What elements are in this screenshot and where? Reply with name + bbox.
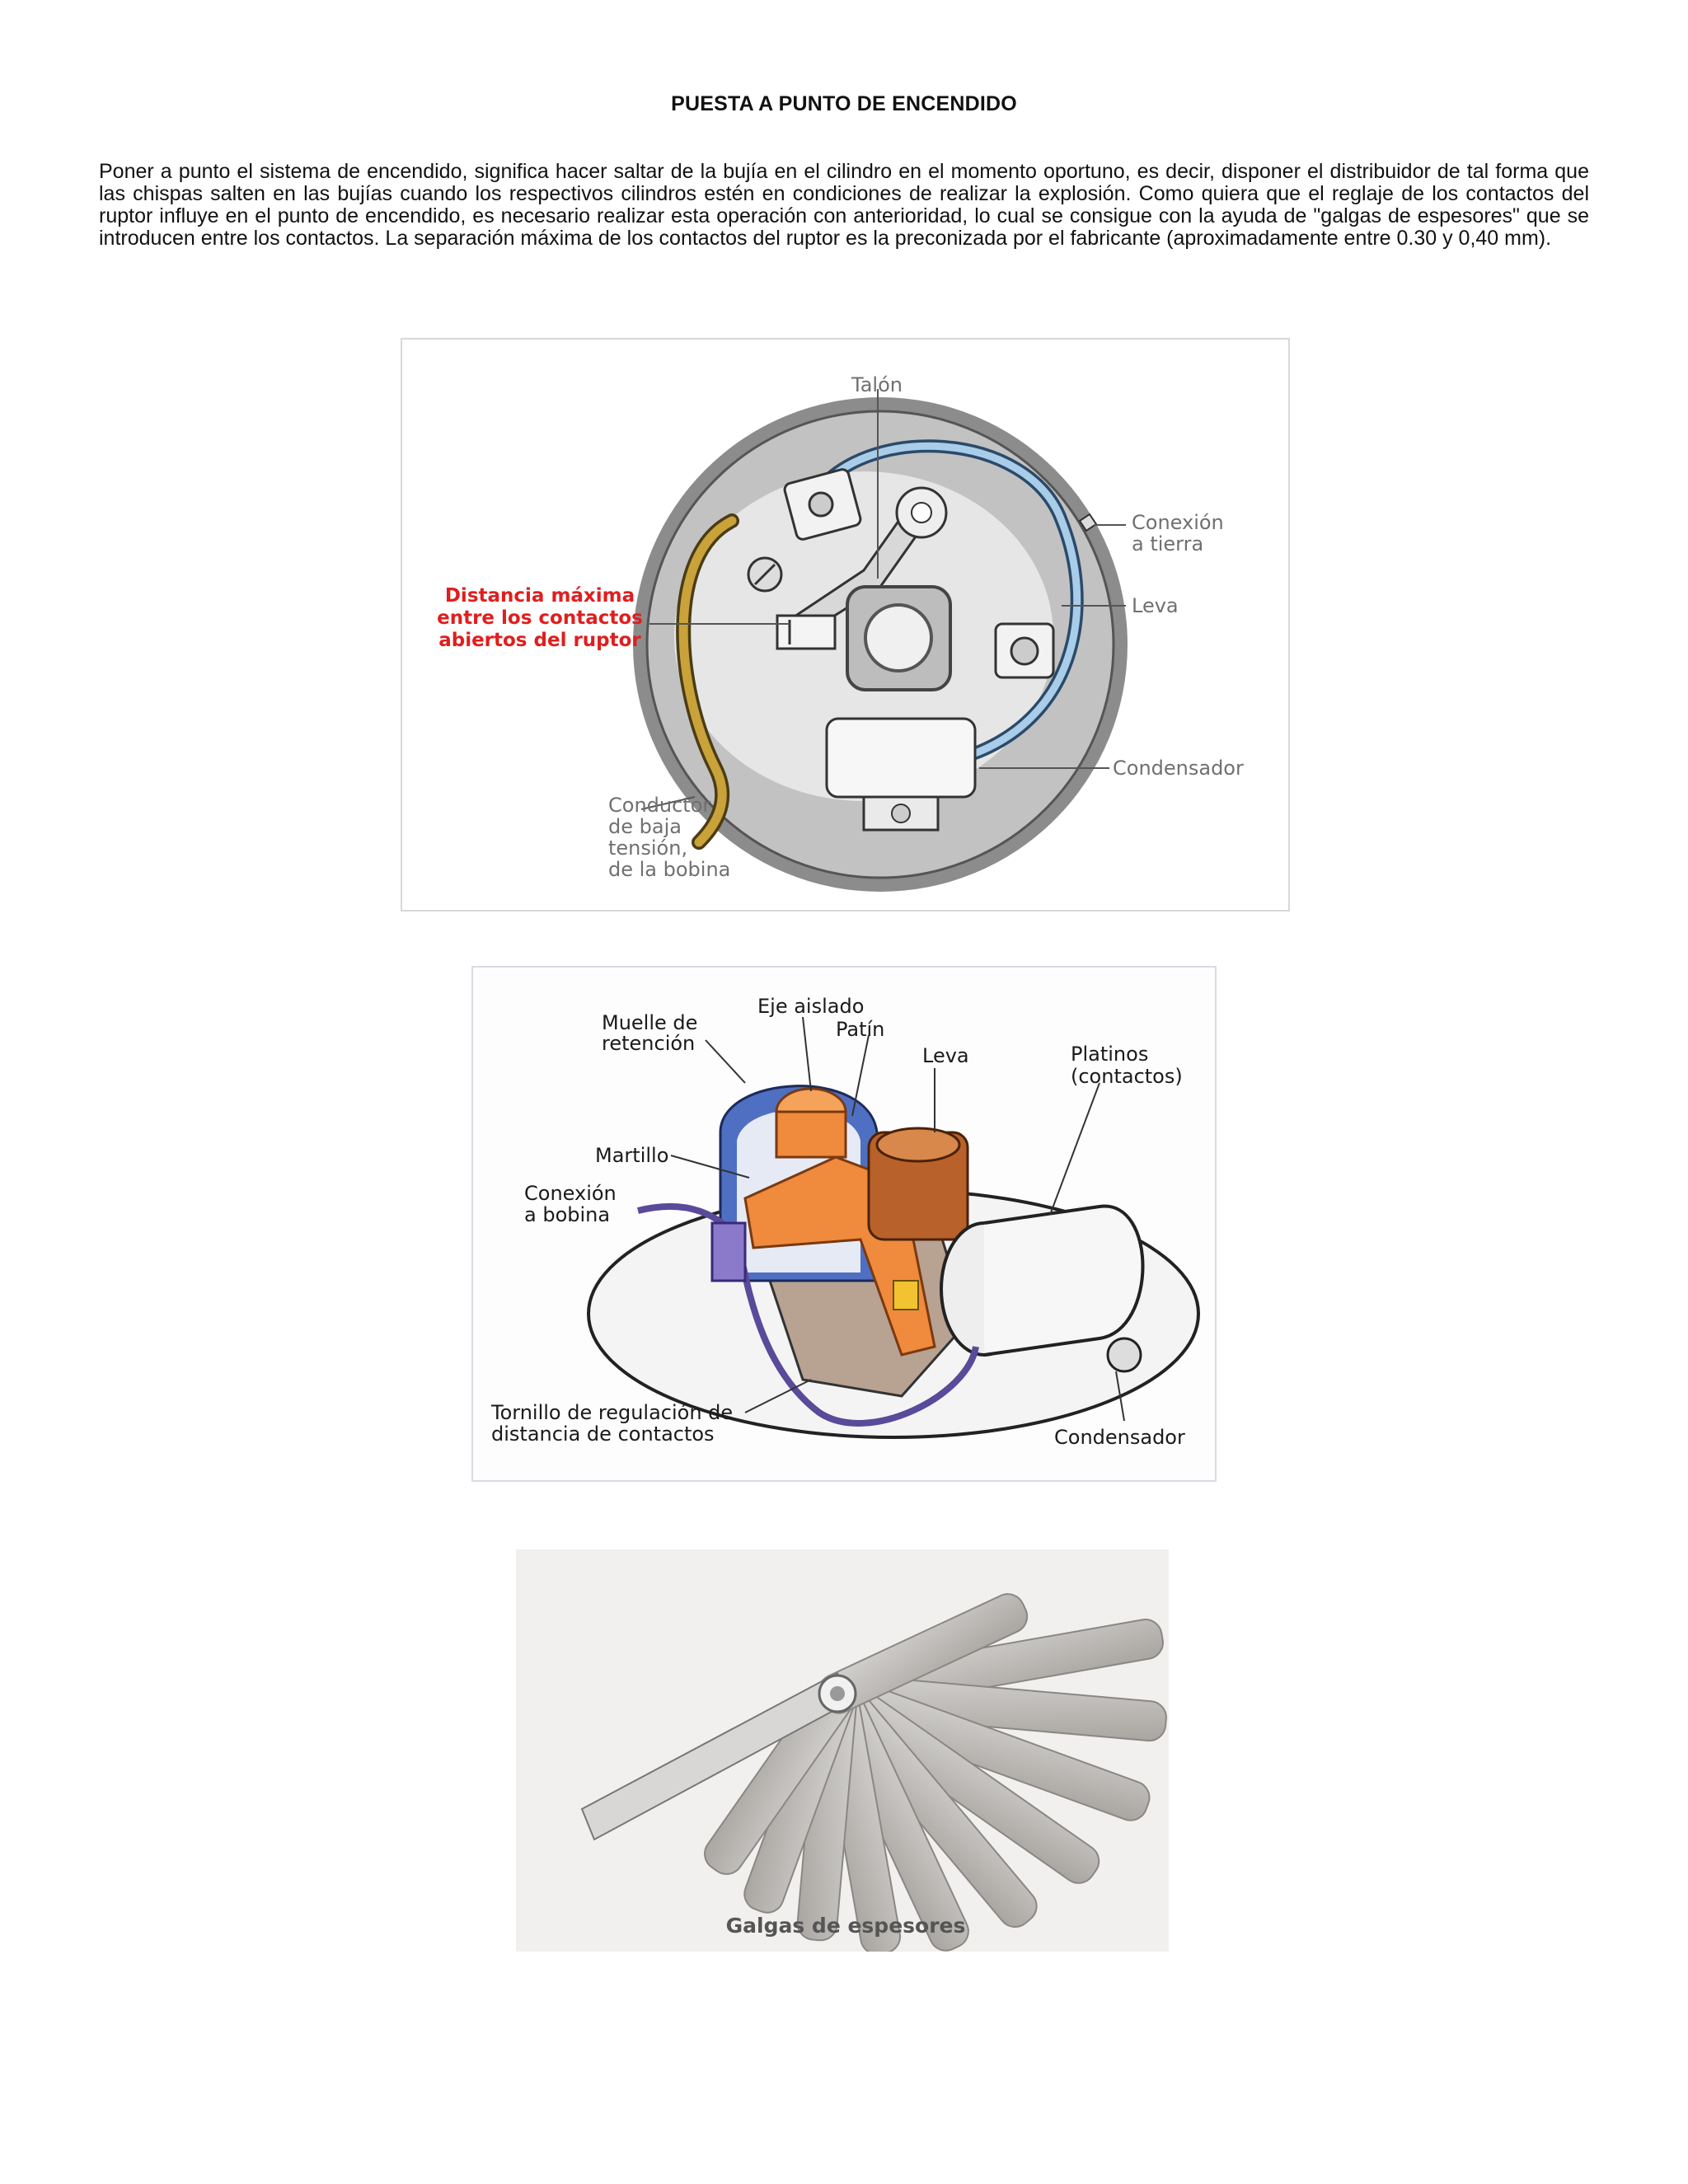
label-leva: Leva (1132, 594, 1179, 617)
terminal-screw-top-icon (809, 493, 832, 516)
label-martillo: Martillo (595, 1144, 669, 1167)
label-conexion-tierra-1: Conexión (1132, 511, 1224, 534)
breaker-illustration-figure (471, 966, 1217, 1482)
contact-points-yellow (893, 1281, 918, 1310)
condenser-screw-icon (1108, 1338, 1141, 1371)
pivot-hole (912, 503, 931, 523)
label-condensador: Condensador (1113, 757, 1244, 780)
label-muelle-1: Muelle de (602, 1011, 698, 1034)
label-distancia-1: Distancia máxima (444, 585, 635, 607)
label-tornillo-1: Tornillo de regulación de (491, 1401, 734, 1424)
feeler-gauges-figure (516, 1549, 1169, 1952)
condenser-screw-icon (892, 804, 910, 823)
breaker-diagram-figure (401, 338, 1290, 912)
label-platinos-2: (contactos) (1071, 1065, 1183, 1088)
caption-galgas: Galgas de espesores (725, 1914, 966, 1938)
label-muelle-2: retención (602, 1032, 696, 1055)
label-tornillo-2: distancia de contactos (491, 1422, 715, 1446)
label-conductor-4: de la bobina (608, 858, 731, 881)
label-distancia-3: abiertos del ruptor (438, 630, 641, 651)
feeler-gauges-photo (516, 1549, 1169, 1952)
cam-shaft (865, 605, 931, 671)
contact-points (777, 616, 835, 649)
label-leva: Leva (922, 1044, 969, 1067)
label-patin: Patín (836, 1018, 885, 1041)
bobina-connector (712, 1223, 745, 1281)
label-condensador: Condensador (1054, 1426, 1185, 1449)
label-conexion-bobina-1: Conexión (524, 1182, 617, 1205)
label-conductor-1: Conductor (608, 794, 711, 817)
label-conexion-bobina-2: a bobina (524, 1203, 611, 1226)
breaker-illustration (473, 968, 1215, 1480)
label-conductor-2: de baja (608, 815, 682, 838)
page-title: PUESTA A PUNTO DE ENCENDIDO (671, 92, 1017, 115)
intro-paragraph: Poner a punto el sistema de encendido, significa hacer saltar de la bujía en el cilindro en el momento oportuno, es decir, disponer el distribuidor de tal forma que las chispas salten en las bujías cuando los respectivos cilindros estén en condiciones de realizar la explosión. Como quiera que el reglaje de los contactos del ruptor influye en el punto de encendido, es necesario realizar esta operación con anterioridad, lo cual se consigue con la ayuda de "galgas de espesores" que se introducen entre los contactos. La separación máxima de los contactos del ruptor es la preconizada por el fabricante (aproximadamente entre 0.30 y 0,40 mm). (99, 160, 1589, 250)
label-eje: Eje aislado (757, 995, 865, 1018)
label-platinos-1: Platinos (1071, 1043, 1149, 1066)
label-talon: Talón (851, 373, 903, 396)
label-conexion-tierra-2: a tierra (1132, 532, 1204, 555)
gauge-blades (698, 1589, 1167, 1952)
terminal-screw-right-icon (1011, 638, 1038, 664)
breaker-diagram (402, 340, 1288, 910)
condenser (827, 719, 975, 797)
label-distancia-2: entre los contactos (437, 607, 643, 629)
label-conductor-3: tensión, (608, 837, 688, 860)
